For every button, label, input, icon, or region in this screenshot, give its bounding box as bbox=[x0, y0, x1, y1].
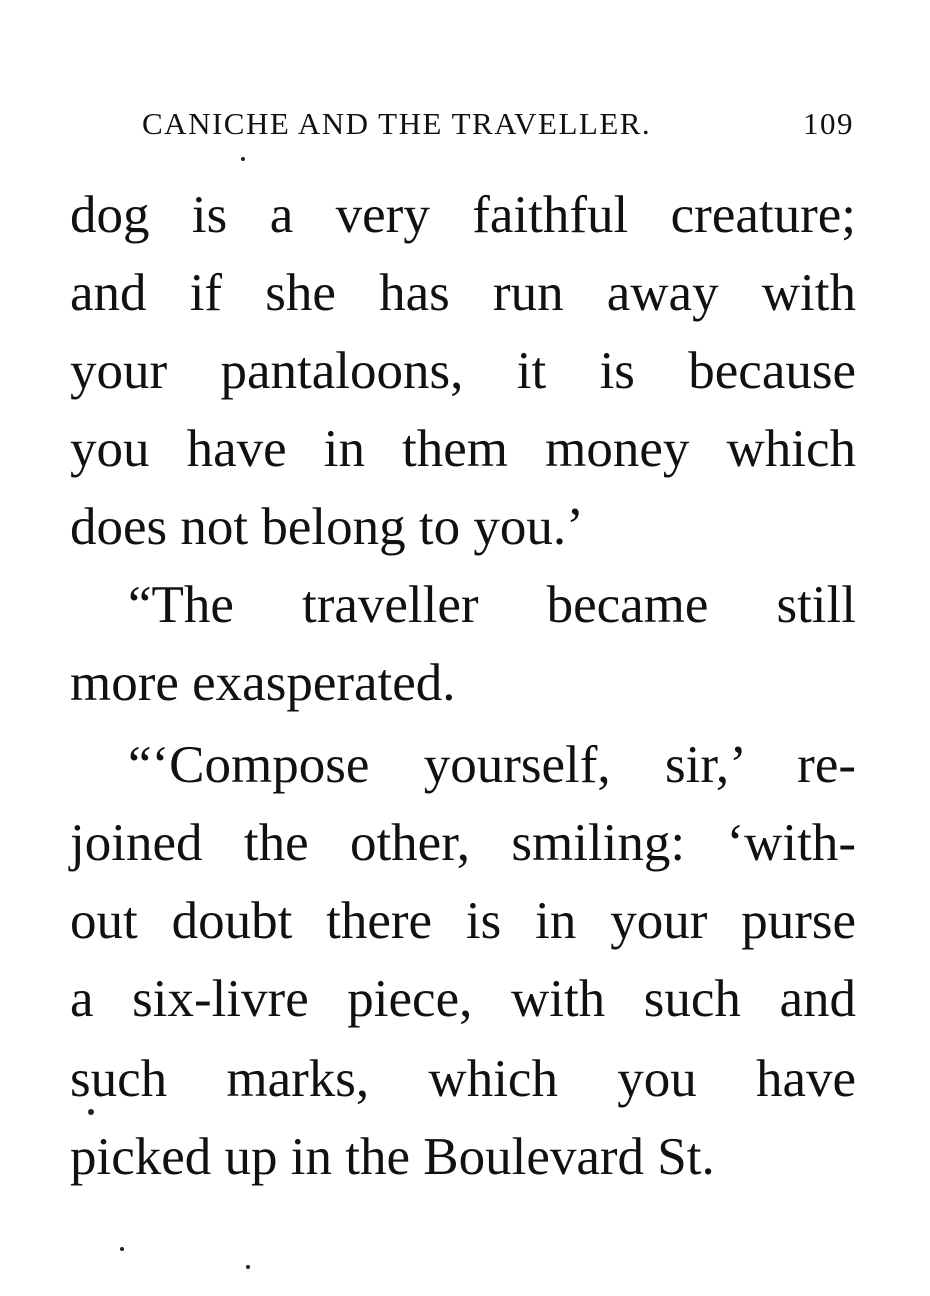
text-line: picked up in the Boulevard St. bbox=[70, 1128, 715, 1186]
text-line: more exasperated. bbox=[70, 654, 456, 712]
print-speck bbox=[241, 157, 245, 161]
text-line: such marks, which you have bbox=[70, 1050, 856, 1108]
text-line: your pantaloons, it is because bbox=[70, 342, 856, 400]
print-speck bbox=[88, 1109, 94, 1115]
text-line: does not belong to you.’ bbox=[70, 498, 584, 556]
text-line: “The traveller became still bbox=[128, 576, 856, 634]
text-line: out doubt there is in your purse bbox=[70, 892, 856, 950]
text-line: you have in them money which bbox=[70, 420, 856, 478]
print-speck bbox=[120, 1247, 124, 1251]
text-line: and if she has run away with bbox=[70, 264, 856, 322]
running-head bbox=[142, 104, 854, 144]
page-number: 109 bbox=[803, 106, 854, 141]
text-line: dog is a very faithful creature; bbox=[70, 186, 856, 244]
running-title: CANICHE AND THE TRAVELLER. bbox=[142, 106, 652, 141]
text-line: a six-livre piece, with such and bbox=[70, 970, 856, 1028]
print-speck bbox=[246, 1265, 250, 1269]
text-line: “‘Compose yourself, sir,’ re- bbox=[128, 736, 856, 794]
text-line: joined the other, smiling: ‘with- bbox=[70, 814, 856, 872]
